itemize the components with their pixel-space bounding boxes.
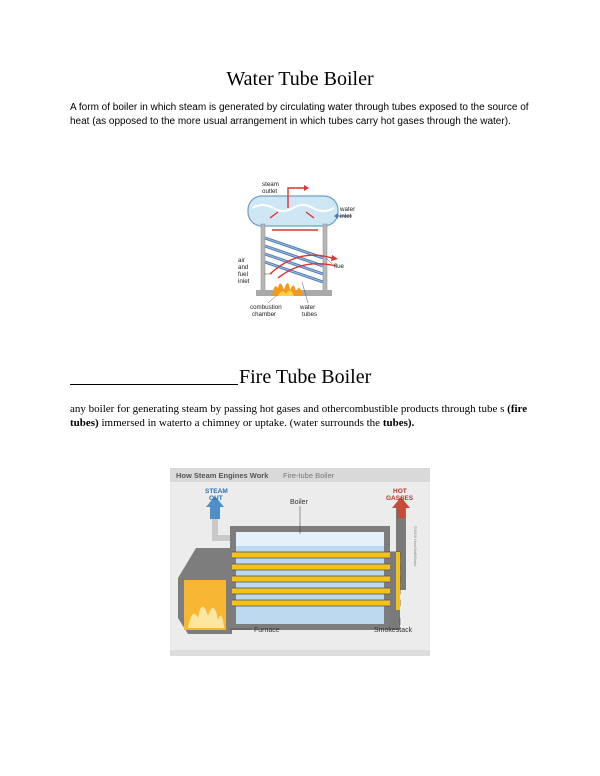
section-title-text: Fire Tube Boiler xyxy=(239,366,372,388)
label-smokestack: Smokestack xyxy=(374,627,413,634)
credit-text: ©2006 HowStuffWorks xyxy=(413,526,418,567)
fire-tube-boiler-description xyxy=(70,402,540,430)
label-steam-out-2: OUT xyxy=(209,495,223,502)
label-water-tubes-2: tubes xyxy=(302,311,318,318)
label-furnace: Furnace xyxy=(254,627,280,634)
fig-header-title: How Steam Engines Work xyxy=(176,471,269,480)
label-combustion-1: combustion xyxy=(250,304,282,311)
label-flue: flue xyxy=(334,263,344,270)
label-water-inlet-1: water xyxy=(340,206,356,213)
label-air-3: fuel xyxy=(238,271,248,278)
water-tubes xyxy=(265,238,323,282)
label-water-inlet-2: inlet xyxy=(340,213,352,220)
paragraph-bold-fire-tubes: (fire tubes) xyxy=(70,403,528,429)
section-title-water-tube-boiler: Water Tube Boiler xyxy=(226,68,374,90)
water-tube-boiler-diagram xyxy=(228,178,368,326)
label-steam-outlet-2: outlet xyxy=(262,188,278,195)
water-tube-boiler-description: A form of boiler in which steam is generated by circulating water through tubes exposed to the source of heat (as opposed to the more usual arrangement in which tubes carry hot gases through the water). xyxy=(70,102,529,127)
label-air-4: inlet xyxy=(238,278,250,285)
label-combustion-2: chamber xyxy=(252,311,277,318)
title-underline xyxy=(70,366,238,385)
label-hot-gasses-1: HOT xyxy=(393,488,407,495)
label-steam-out-1: STEAM xyxy=(205,488,228,495)
fig-header-subtitle: Fire-tube Boiler xyxy=(283,471,335,480)
label-steam-outlet-1: steam xyxy=(262,181,279,188)
fire-tube-boiler-diagram xyxy=(170,468,430,656)
label-air-2: and xyxy=(238,264,249,271)
paragraph-text-2: immersed in waterto a chimney or uptake. (water surrounds the xyxy=(98,417,383,429)
label-hot-gasses-2: GASSES xyxy=(386,495,414,502)
paragraph-bold-tubes: tubes). xyxy=(382,417,415,429)
label-boiler: Boiler xyxy=(290,499,308,506)
label-water-tubes-1: water xyxy=(300,304,316,311)
label-air-1: air xyxy=(238,257,245,264)
section-title-fire-tube-boiler xyxy=(70,366,470,389)
paragraph-text-1: any boiler for generating steam by passing hot gases and othercombustible products through tube s xyxy=(70,403,508,415)
